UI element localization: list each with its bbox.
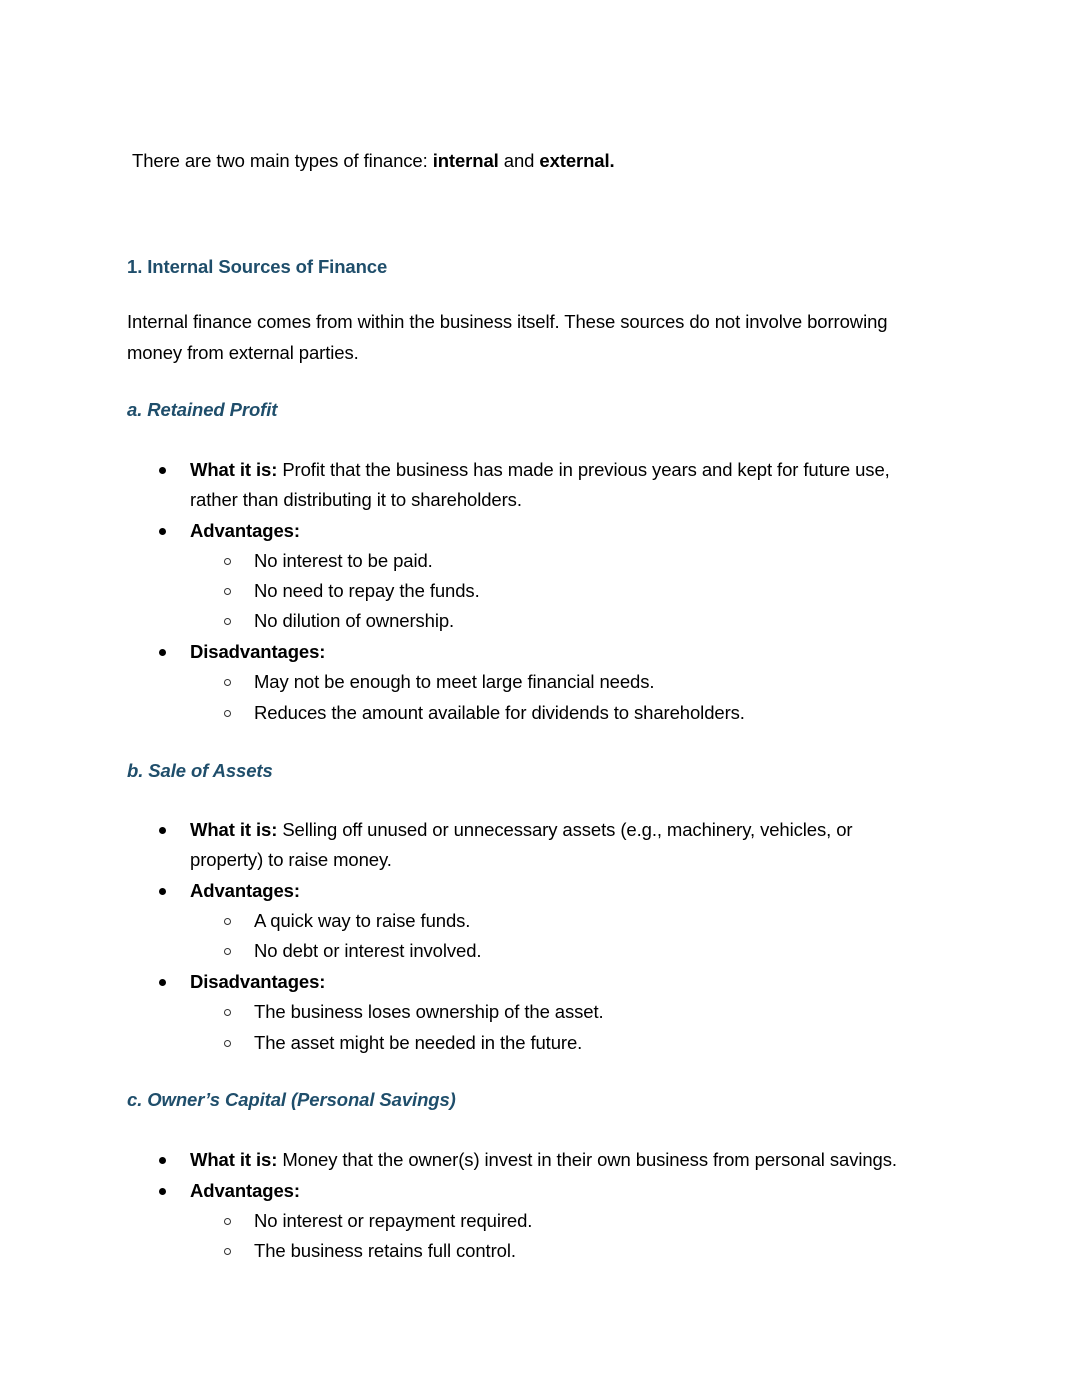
circle-bullet-icon — [224, 918, 231, 925]
section-heading: 1. Internal Sources of Finance — [127, 256, 388, 277]
circle-bullet-icon — [224, 948, 231, 955]
bullet-icon — [159, 1188, 166, 1195]
what-it-is-label: What it is: — [190, 819, 278, 840]
bullet-icon — [159, 1157, 166, 1164]
intro-text: There are two main types of finance: — [132, 150, 433, 171]
what-it-is-text: Selling off unused or unnecessary assets (e.g., machinery, vehicles, or — [277, 819, 853, 840]
bullet-icon — [159, 827, 166, 834]
what-it-is-line1 — [190, 818, 852, 842]
circle-bullet-icon — [224, 588, 231, 595]
what-it-is-text: Profit that the business has made in previous years and kept for future use, — [277, 459, 890, 480]
advantage-item: No debt or interest involved. — [254, 940, 482, 961]
disadvantages-label: Disadvantages: — [190, 971, 326, 992]
subsection-heading-sale-of-assets: b. Sale of Assets — [127, 760, 273, 781]
circle-bullet-icon — [224, 679, 231, 686]
bullet-icon — [159, 888, 166, 895]
advantage-item: No interest to be paid. — [254, 550, 433, 571]
circle-bullet-icon — [224, 558, 231, 565]
intro-bold-external: external. — [539, 150, 615, 171]
intro-text-and: and — [498, 150, 540, 171]
circle-bullet-icon — [224, 710, 231, 717]
bullet-icon — [159, 979, 166, 986]
advantages-label: Advantages: — [190, 880, 300, 901]
intro-bold-internal: internal — [432, 150, 499, 171]
disadvantage-item: The asset might be needed in the future. — [254, 1032, 583, 1053]
subsection-heading-owners-capital: c. Owner’s Capital (Personal Savings) — [127, 1089, 456, 1110]
bullet-icon — [159, 528, 166, 535]
circle-bullet-icon — [224, 1040, 231, 1047]
bullet-icon — [159, 467, 166, 474]
disadvantage-item: Reduces the amount available for dividends to shareholders. — [254, 702, 745, 723]
advantages-label: Advantages: — [190, 520, 300, 541]
what-it-is-line1 — [190, 458, 890, 482]
advantage-item: No dilution of ownership. — [254, 610, 455, 631]
intro-paragraph — [132, 149, 615, 173]
disadvantages-label: Disadvantages: — [190, 641, 326, 662]
what-it-is-text: Money that the owner(s) invest in their own business from personal savings. — [277, 1149, 897, 1170]
disadvantage-item: May not be enough to meet large financial needs. — [254, 671, 655, 692]
what-it-is-label: What it is: — [190, 1149, 278, 1170]
advantage-item: No interest or repayment required. — [254, 1210, 533, 1231]
what-it-is-line2: rather than distributing it to shareholders. — [190, 489, 522, 510]
circle-bullet-icon — [224, 618, 231, 625]
what-it-is-line2: property) to raise money. — [190, 849, 392, 870]
disadvantage-item: The business loses ownership of the asset. — [254, 1001, 604, 1022]
section-description-line1: Internal finance comes from within the business itself. These sources do not involve borrowing — [127, 311, 888, 332]
advantage-item: The business retains full control. — [254, 1240, 516, 1261]
advantage-item: No need to repay the funds. — [254, 580, 480, 601]
advantage-item: A quick way to raise funds. — [254, 910, 471, 931]
section-description-line2: money from external parties. — [127, 342, 359, 363]
bullet-icon — [159, 649, 166, 656]
subsection-heading-retained-profit: a. Retained Profit — [127, 399, 278, 420]
what-it-is-line1 — [190, 1148, 897, 1172]
circle-bullet-icon — [224, 1009, 231, 1016]
what-it-is-label: What it is: — [190, 459, 278, 480]
advantages-label: Advantages: — [190, 1180, 300, 1201]
circle-bullet-icon — [224, 1218, 231, 1225]
circle-bullet-icon — [224, 1248, 231, 1255]
